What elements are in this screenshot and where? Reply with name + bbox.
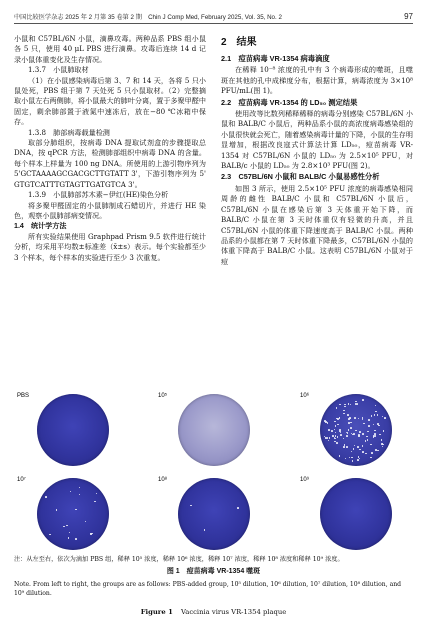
plaque-dot xyxy=(339,417,341,419)
plaque-dot xyxy=(324,420,326,422)
plaque-dot xyxy=(343,413,345,415)
plate-label: 10⁵ xyxy=(158,393,168,399)
plaque-dot xyxy=(325,421,327,423)
plate-panel xyxy=(297,476,413,551)
plaque-dot xyxy=(370,444,372,446)
plaque-dot xyxy=(357,459,359,461)
plaque-dot xyxy=(363,423,365,425)
plaque-dot xyxy=(334,421,336,423)
paragraph-1-3-8: 取部分肺组织，按病毒 DNA 提取试剂盒的步骤提取总 DNA，按 qPCR 方法，检测肺部组织中病毒 DNA 的含量。每个样本上样量为 100 ng DNA。所使用的上游引物序列为 5'GCTAAAAGCGACGCTTGTATT 3'，下游引物序列为 5' GTGTCATTTGTAGTTGATGTCA 3'。 xyxy=(14,138,206,189)
plaque-dot xyxy=(346,446,348,448)
plaque-dot xyxy=(362,451,364,453)
plaque-dot xyxy=(365,453,367,455)
plaque-dot xyxy=(329,437,331,439)
plaque-dot xyxy=(348,429,350,431)
figure-note-cn: 注：从左至右，依次为滴加 PBS 组，稀释 10⁵ 浓度，稀释 10⁶ 浓度，稀释 10⁷ 浓度，稀释 10⁸ 浓度和稀释 10⁹ 浓度。 xyxy=(14,556,344,563)
plate-image xyxy=(320,478,392,550)
plaque-dot xyxy=(377,423,379,425)
paragraph-2-2: 使用改等比数列稀释稀释的病毒分别感染 C57BL/6N 小鼠和 BALB/C 小鼠后，两种品系小鼠的高浓度病毒感染组的小鼠很快就会死亡，随着感染病毒计量的下降，小鼠的生存明显增加，根据改良寇式计算法计算 LD₅₀，痘苗病毒 VR-1354 对 C57BL/6N 小鼠的 LD₅₀ 为 2.5×10⁵ PFU，对 BALB/c 小鼠的 LD₅₀ 为 2.8×10³ PFU(图 2)。 xyxy=(221,109,413,171)
plaque-dot xyxy=(68,537,70,539)
subsection-2-1-heading: 2.1 痘苗病毒 VR-1354 病毒滴度 xyxy=(221,54,330,63)
plaque-dot xyxy=(354,445,356,447)
subsection-1-3-9-heading: 1.3.9 小鼠肺部苏木素−伊红(HE)染色分析 xyxy=(28,190,169,200)
plate-image xyxy=(37,478,109,550)
plaque-dot xyxy=(374,430,376,432)
plaque-dot xyxy=(334,429,336,431)
plate-label: 10⁷ xyxy=(17,477,26,483)
plaque-dot xyxy=(335,425,337,427)
subsection-1-3-8-heading: 1.3.8 肺部病毒载量检测 xyxy=(28,127,110,137)
plate-image xyxy=(320,394,392,466)
plaque-dot xyxy=(49,534,51,536)
paragraph-1-4: 所有实验结果使用 Graphpad Prism 9.5 软件进行统计分析，均采用平均数±标准差（x̄±s）表示。每个实验都至少 3 个样本，每个样本的实验进行至少 3 次重复。 xyxy=(14,231,206,262)
page-number: 97 xyxy=(404,12,413,21)
plaque-dot xyxy=(358,418,360,420)
plaque-dot xyxy=(351,457,353,459)
plaque-dot xyxy=(56,509,58,511)
plaque-dot xyxy=(355,401,357,403)
plaque-dot xyxy=(374,414,376,416)
subsection-1-4-heading: 1.4 统计学方法 xyxy=(14,222,67,231)
section-2-title: 2 结果 xyxy=(221,37,257,48)
plaque-dot xyxy=(381,439,383,441)
plaque-dot xyxy=(336,418,338,420)
plaque-dot xyxy=(94,501,96,503)
plate-label: PBS xyxy=(17,393,30,399)
plaque-dot xyxy=(384,417,386,419)
plaque-dot xyxy=(351,451,353,453)
plaque-dot xyxy=(382,416,384,418)
paragraph-1-3-9: 将多聚甲醛固定的小鼠肺制成石蜡切片，并进行 HE 染色，观察小鼠肺部病变情况。 xyxy=(14,200,206,220)
plaque-dot xyxy=(349,417,351,419)
plate-panel xyxy=(297,392,413,467)
plaque-dot xyxy=(383,430,385,432)
plaque-dot xyxy=(359,458,361,460)
plaque-dot xyxy=(334,438,336,440)
plaque-dot xyxy=(352,460,354,462)
plate-image xyxy=(178,478,250,550)
plaque-dot xyxy=(45,496,47,498)
plaque-dot xyxy=(343,438,345,440)
plate-panel xyxy=(14,476,130,551)
plaque-dot xyxy=(371,415,373,417)
plaque-dot xyxy=(66,525,68,527)
plaque-dot xyxy=(368,425,370,427)
plaque-dot xyxy=(379,434,381,436)
plaque-dot xyxy=(343,446,345,448)
plaque-dot xyxy=(358,434,360,436)
figure-caption-en xyxy=(14,608,413,616)
plaque-dot xyxy=(377,450,379,452)
plaque-dot xyxy=(344,406,346,408)
plate-panel xyxy=(14,392,130,467)
plaque-dot xyxy=(190,505,192,507)
plaque-dot xyxy=(355,430,357,432)
figure-1-plaque-grid xyxy=(14,392,413,554)
plaque-dot xyxy=(374,433,376,435)
paragraph-1-3-7: （1）在小鼠感染病毒后第 3、7 和 14 天，各将 5 只小鼠处死，PBS 组于第 7 天处死 5 只小鼠取材。（2）完整摘取小鼠左右两侧肺，将小鼠最大的肺叶分离，置于多聚甲醛中固定，剩余肺部置于液氮中速冻后，放在−80 ℃冰箱中保存。 xyxy=(14,75,206,127)
plaque-dot xyxy=(367,431,369,433)
plaque-dot xyxy=(340,434,342,436)
plaque-dot xyxy=(350,404,352,406)
plaque-dot xyxy=(353,448,355,450)
plaque-dot xyxy=(352,434,354,436)
journal-header: 中国比较医学杂志 2025 年 2 月第 35 卷第 2 期 Chin J Comp Med, February 2025, Vol. 35, No. 2 xyxy=(14,14,282,21)
plaque-dot xyxy=(336,442,338,444)
plaque-dot xyxy=(359,449,361,451)
plaque-dot xyxy=(362,445,364,447)
paragraph-intro: 小鼠和 C57BL/6N 小鼠，滴鼻攻毒。两种品系 PBS 组小鼠各 5 只，使用 40 μL PBS 进行滴鼻。攻毒后连续 14 d 记录小鼠体重变化及生存情况。 xyxy=(14,34,206,64)
plaque-dot xyxy=(366,436,368,438)
plaque-dot xyxy=(325,437,327,439)
plaque-dot xyxy=(70,491,72,493)
plaque-dot xyxy=(373,424,375,426)
plaque-dot xyxy=(377,414,379,416)
plaque-dot xyxy=(354,417,356,419)
subsection-1-3-7-heading: 1.3.7 小鼠肺取材 xyxy=(28,65,89,75)
plaque-dot xyxy=(75,538,77,540)
plaque-dot xyxy=(357,446,359,448)
plaque-dot xyxy=(348,422,350,424)
plaque-dot xyxy=(237,507,239,509)
figure-note-en: Note. From left to right, the groups are as follows: PBS-added group, 10⁵ dilution, 10⁶ dilution, 10⁷ dilution, 10⁸ dilution, and 10⁹ dilution. xyxy=(14,581,402,597)
plaque-dot xyxy=(362,399,364,401)
plaque-dot xyxy=(96,493,98,495)
plaque-dot xyxy=(362,417,364,419)
plaque-dot xyxy=(337,436,339,438)
left-column xyxy=(14,34,206,263)
plaque-dot xyxy=(340,432,342,434)
plaque-dot xyxy=(362,419,364,421)
plaque-dot xyxy=(356,403,358,405)
plaque-dot xyxy=(368,419,370,421)
plaque-dot xyxy=(346,435,348,437)
plaque-dot xyxy=(371,452,373,454)
plaque-dot xyxy=(335,432,337,434)
plaque-dot xyxy=(343,410,345,412)
plaque-dot xyxy=(347,432,349,434)
plaque-dot xyxy=(350,422,352,424)
plaque-dot xyxy=(339,431,341,433)
plaque-dot xyxy=(347,414,349,416)
plate-panel xyxy=(155,476,271,551)
figure-caption-cn: 图 1 痘苗病毒 VR-1354 噬斑 xyxy=(166,568,261,575)
right-column xyxy=(221,34,413,267)
figure-number-en: Figure 1 xyxy=(140,608,173,616)
plaque-dot xyxy=(350,427,352,429)
plaque-dot xyxy=(331,430,333,432)
plaque-dot xyxy=(344,404,346,406)
plaque-dot xyxy=(204,529,206,531)
plaque-dot xyxy=(326,437,328,439)
plaque-dot xyxy=(63,526,65,528)
paragraph-2-3: 如图 3 所示，使用 2.5×10⁵ PFU 浓度的病毒感染相同周龄的雌性 BALB/C 小鼠和 C57BL/6N 小鼠后，C57BL/6N 小鼠在感染后第 3 天体重开始下降，而 BALB/C 小鼠在第 3 天时体重仅有轻微的升高，并且 C57BL/6N 小鼠的体重下降速度高于 BALB/C 小鼠。两种品系的小鼠都在第 7 天时体重下降最多，C57BL/6N 小鼠的体重下降高于 BALB/C 小鼠。这表明 C57BL/6N 小鼠对于痘 xyxy=(221,183,413,266)
plaque-dot xyxy=(349,457,351,459)
plaque-dot xyxy=(339,404,341,406)
plaque-dot xyxy=(337,424,339,426)
plaque-dot xyxy=(373,435,375,437)
plate-label: 10⁶ xyxy=(300,393,310,399)
header-rule xyxy=(14,23,413,24)
plaque-dot xyxy=(370,457,372,459)
plaque-dot xyxy=(339,455,341,457)
plaque-dot xyxy=(328,429,330,431)
plate-label: 10⁸ xyxy=(158,477,168,483)
plate-label: 10⁹ xyxy=(300,477,310,483)
plaque-dot xyxy=(75,509,77,511)
figure-caption-text-en: Vaccinia virus VR-1354 plaque xyxy=(180,608,287,616)
plaque-dot xyxy=(345,458,347,460)
plaque-dot xyxy=(336,407,338,409)
plaque-dot xyxy=(359,431,361,433)
subsection-2-2-heading: 2.2 痘苗病毒 VR-1354 的 LD₅₀ 测定结果 xyxy=(221,97,358,107)
paragraph-2-1: 在稀释 10⁻⁸ 浓度的孔中有 3 个病毒形成的噬斑，且噬斑在其他的孔中成梯度分布，根据计算，病毒浓度为 3×10⁸ PFU/mL(图 1)。 xyxy=(221,65,413,96)
plaque-dot xyxy=(332,435,334,437)
plaque-dot xyxy=(85,521,87,523)
plate-panel xyxy=(155,392,271,467)
plaque-dot xyxy=(382,446,384,448)
plaque-dot xyxy=(367,439,369,441)
plaque-dot xyxy=(328,440,330,442)
plate-image xyxy=(37,394,109,466)
plaque-dot xyxy=(362,433,364,435)
plaque-dot xyxy=(69,532,71,534)
plaque-dot xyxy=(79,487,81,489)
plate-image xyxy=(178,394,250,466)
plaque-dot xyxy=(79,494,81,496)
plaque-dot xyxy=(378,425,380,427)
plaque-dot xyxy=(375,405,377,407)
plaque-dot xyxy=(355,403,357,405)
subsection-2-3-heading: 2.3 C57BL/6N 小鼠和 BALB/C 小鼠易感性分析 xyxy=(221,172,380,182)
plaque-dot xyxy=(375,411,377,413)
